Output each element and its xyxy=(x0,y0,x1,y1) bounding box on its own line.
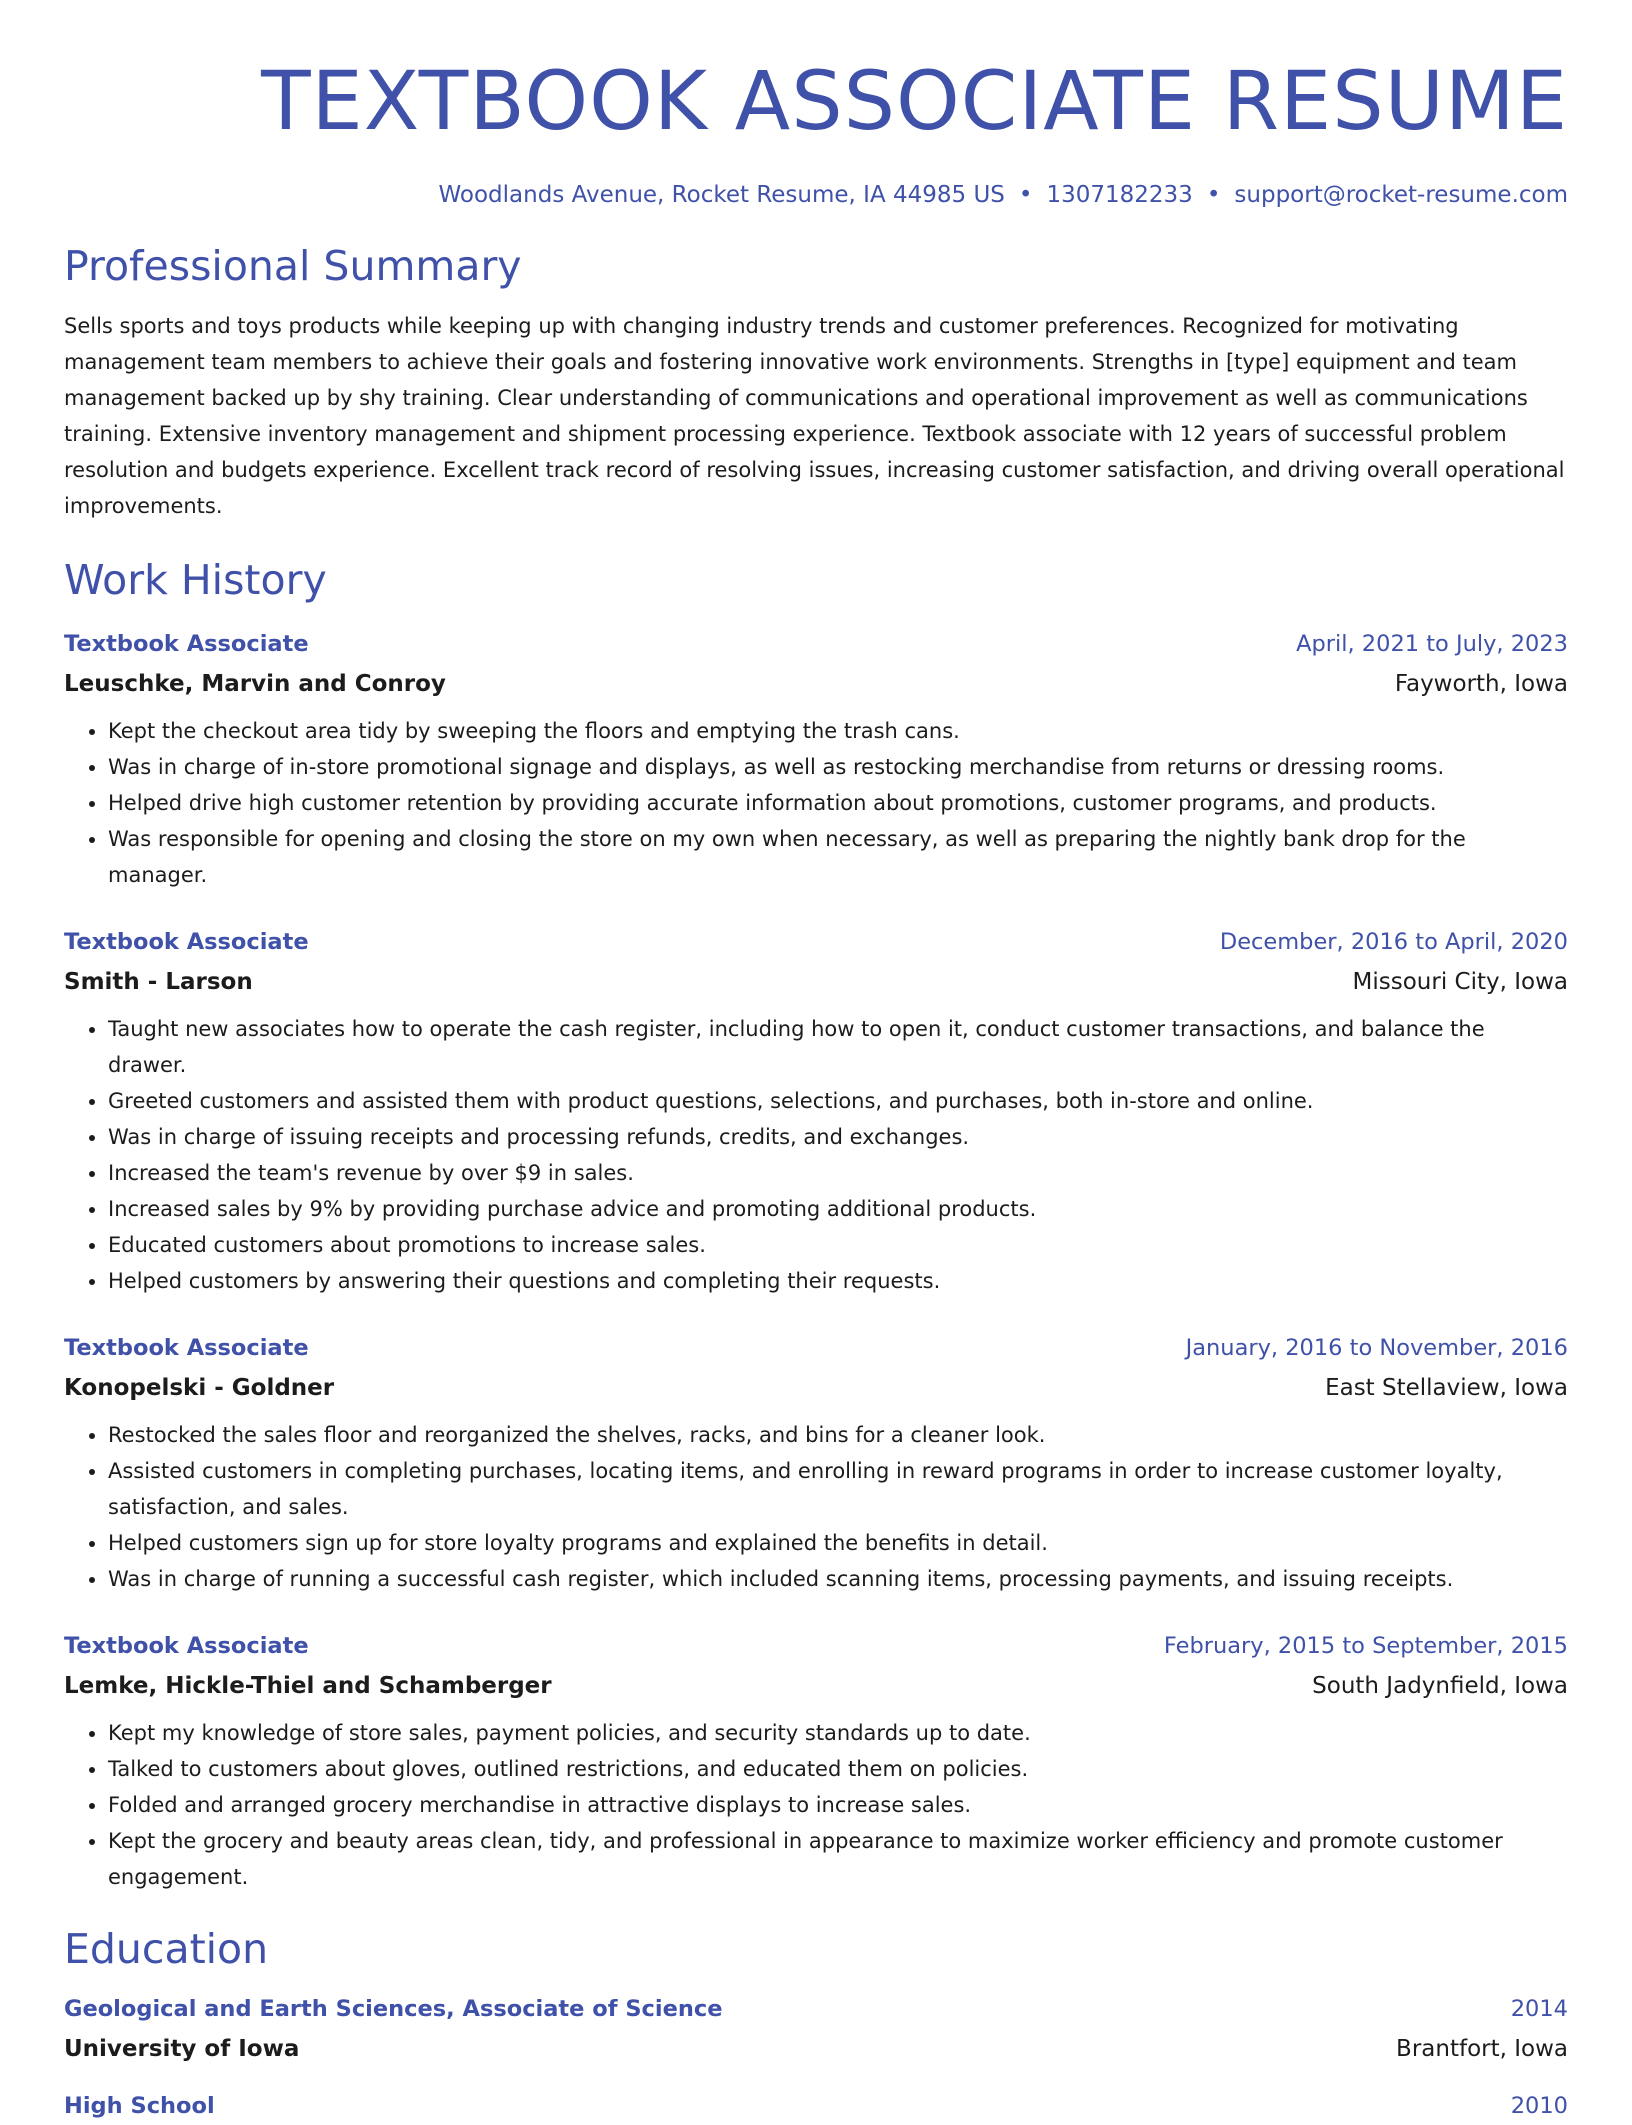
job-header-row xyxy=(64,924,1568,961)
job-company: Konopelski - Goldner xyxy=(64,1375,335,1401)
education-entry xyxy=(64,2088,1568,2125)
job-bullet: • Increased sales by 9% by providing purchase advice and promoting additional products. xyxy=(108,1191,1568,1227)
job-bullet: • Taught new associates how to operate the cash register, including how to open it, conduct customer transactions, and balance the drawer. xyxy=(108,1011,1568,1083)
job-location: Fayworth, Iowa xyxy=(1394,671,1568,697)
education-location: Brantfort, Iowa xyxy=(1396,2036,1568,2062)
job-bullet: • Was in charge of running a successful cash register, which included scanning items, processing payments, and issuing receipts. xyxy=(108,1561,1568,1597)
job-bullet: • Folded and arranged grocery merchandise in attractive displays to increase sales. xyxy=(108,1787,1568,1823)
job-bullet: • Educated customers about promotions to increase sales. xyxy=(108,1227,1568,1263)
job-bullet: • Was responsible for opening and closing the store on my own when necessary, as well as preparing the nightly bank drop for the manager. xyxy=(108,821,1568,893)
job-entry xyxy=(64,1628,1568,1895)
contact-separator: • xyxy=(1206,182,1221,208)
resume-page xyxy=(64,0,1568,2125)
education-entry xyxy=(64,1991,1568,2070)
contact-email[interactable]: support@rocket-resume.com xyxy=(1234,182,1568,208)
job-bullet: • Talked to customers about gloves, outlined restrictions, and educated them on policies. xyxy=(108,1751,1568,1787)
job-bullets xyxy=(64,713,1568,893)
job-dates: February, 2015 to September, 2015 xyxy=(1163,1633,1568,1659)
job-bullet: • Was in charge of in-store promotional signage and displays, as well as restocking merchandise from returns or dressing rooms. xyxy=(108,749,1568,785)
job-company-row xyxy=(64,961,1568,1003)
resume-header xyxy=(64,0,1568,210)
job-company-row xyxy=(64,663,1568,705)
education-header-row xyxy=(64,2088,1568,2125)
job-bullet: • Kept the checkout area tidy by sweeping the floors and emptying the trash cans. xyxy=(108,713,1568,749)
education-school-row xyxy=(64,2028,1568,2070)
summary-heading: Professional Summary xyxy=(64,242,522,290)
summary-text: Sells sports and toys products while keeping up with changing industry trends and customer preferences. Recognized for motivating management team members to achieve their goals and fostering innovative work environments. Strengths in [type] equipment and team management backed up by shy training. Clear understanding of communications and operational improvement as well as communications training. Extensive inventory management and shipment processing experience. Textbook associate with 12 years of successful problem resolution and budgets experience. Excellent track record of resolving issues, increasing customer satisfaction, and driving overall operational improvements. xyxy=(64,314,1565,518)
resume-title: TEXTBOOK ASSOCIATE RESUME xyxy=(261,55,1568,149)
job-header-row xyxy=(64,1628,1568,1665)
job-entry xyxy=(64,626,1568,893)
job-bullet: • Assisted customers in completing purchases, locating items, and enrolling in reward programs in order to increase customer loyalty, satisfaction, and sales. xyxy=(108,1453,1568,1525)
job-title: Textbook Associate xyxy=(64,929,309,955)
contact-address: Woodlands Avenue, Rocket Resume, IA 44985 US xyxy=(438,182,1005,208)
job-bullet: • Restocked the sales floor and reorganized the shelves, racks, and bins for a cleaner look. xyxy=(108,1417,1568,1453)
job-dates: December, 2016 to April, 2020 xyxy=(1219,929,1568,955)
job-header-row xyxy=(64,1330,1568,1367)
job-bullet: • Helped customers sign up for store loyalty programs and explained the benefits in detail. xyxy=(108,1525,1568,1561)
job-company: Lemke, Hickle-Thiel and Schamberger xyxy=(64,1673,552,1699)
job-bullet: • Kept the grocery and beauty areas clean, tidy, and professional in appearance to maximize worker efficiency and promote customer engagement. xyxy=(108,1823,1568,1895)
education-school: University of Iowa xyxy=(64,2036,300,2062)
contact-line xyxy=(64,180,1568,210)
education-heading: Education xyxy=(64,1925,269,1973)
education-degree: High School xyxy=(64,2093,215,2119)
job-bullet: • Increased the team's revenue by over $9 in sales. xyxy=(108,1155,1568,1191)
job-bullet: • Helped customers by answering their questions and completing their requests. xyxy=(108,1263,1568,1299)
job-bullet: • Kept my knowledge of store sales, payment policies, and security standards up to date. xyxy=(108,1715,1568,1751)
education-year: 2010 xyxy=(1510,2093,1568,2119)
job-bullet: • Was in charge of issuing receipts and processing refunds, credits, and exchanges. xyxy=(108,1119,1568,1155)
job-location: Missouri City, Iowa xyxy=(1352,969,1568,995)
contact-phone: 1307182233 xyxy=(1046,182,1193,208)
job-title: Textbook Associate xyxy=(64,631,309,657)
job-entry xyxy=(64,1330,1568,1597)
job-bullets xyxy=(64,1011,1568,1299)
job-company: Smith - Larson xyxy=(64,969,253,995)
job-dates: January, 2016 to November, 2016 xyxy=(1185,1335,1568,1361)
job-entry xyxy=(64,924,1568,1299)
education-year: 2014 xyxy=(1510,1996,1568,2022)
job-location: South Jadynfield, Iowa xyxy=(1312,1673,1568,1699)
job-header-row xyxy=(64,626,1568,663)
contact-separator: • xyxy=(1018,182,1033,208)
education-header-row xyxy=(64,1991,1568,2028)
job-bullet: • Helped drive high customer retention by providing accurate information about promotions, customer programs, and products. xyxy=(108,785,1568,821)
job-bullet: • Greeted customers and assisted them with product questions, selections, and purchases, both in-store and online. xyxy=(108,1083,1568,1119)
job-location: East Stellaview, Iowa xyxy=(1325,1375,1568,1401)
job-title: Textbook Associate xyxy=(64,1633,309,1659)
job-company-row xyxy=(64,1665,1568,1707)
job-company: Leuschke, Marvin and Conroy xyxy=(64,671,446,697)
job-title: Textbook Associate xyxy=(64,1335,309,1361)
job-dates: April, 2021 to July, 2023 xyxy=(1296,631,1568,657)
education-degree: Geological and Earth Sciences, Associate of Science xyxy=(64,1996,723,2022)
job-bullets xyxy=(64,1715,1568,1895)
work-history-heading: Work History xyxy=(64,556,327,604)
job-bullets xyxy=(64,1417,1568,1597)
job-company-row xyxy=(64,1367,1568,1409)
